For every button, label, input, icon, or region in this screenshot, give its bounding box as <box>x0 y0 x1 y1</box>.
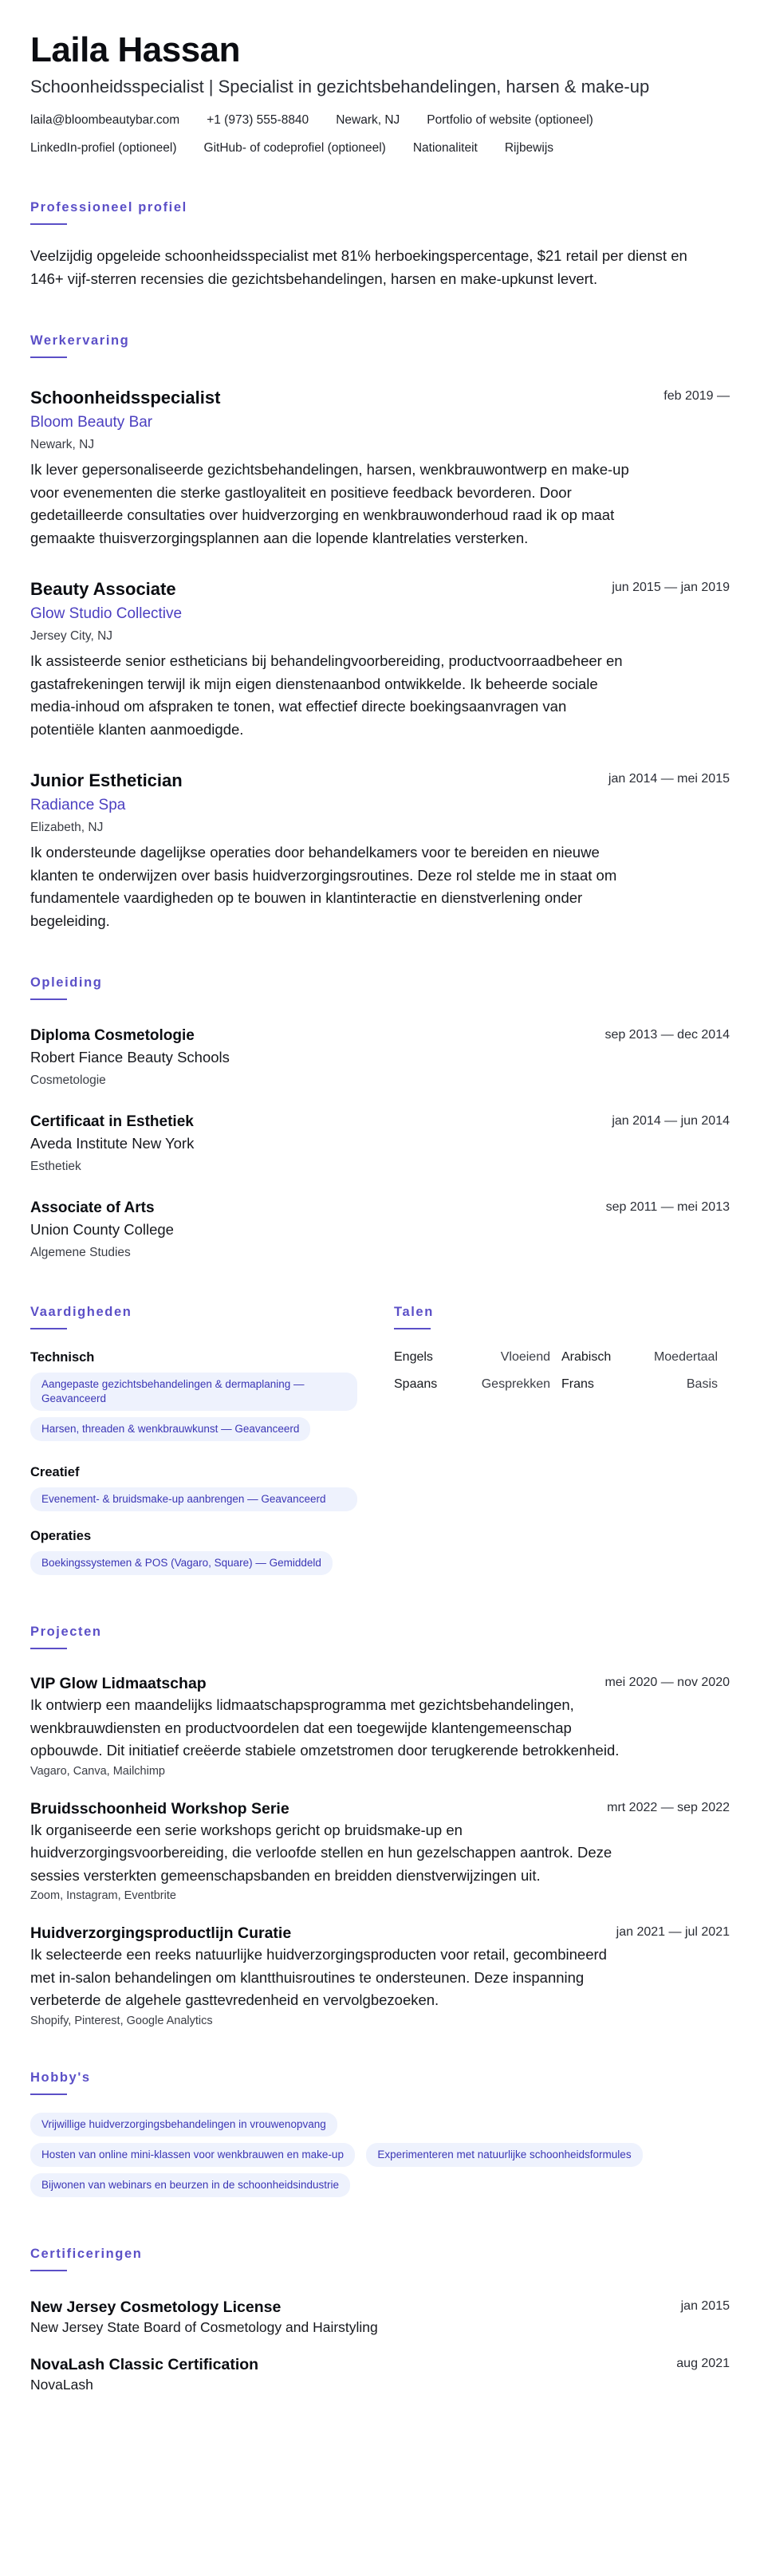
certification-issuer: New Jersey State Board of Cosmetology and Hairstyling <box>30 2318 378 2335</box>
skill-tag: Evenement- & bruidsmake-up aanbrengen — Geavanceerd <box>30 1487 357 1511</box>
job-description: Ik lever gepersonaliseerde gezichtsbehandelingen, harsen, wenkbrauwontwerp en make-up voor evenementen die sterke gastloyaliteit en positieve feedback bevorderen. Door gedetailleerde consultaties over huidverzorging en wenkbrauwonderhoud raad ik op maat gemaakte thuisverzorgingsplannen aan die lopende klantrelaties versterken. <box>30 461 629 546</box>
job-date: jun 2015 — jan 2019 <box>612 581 730 594</box>
contact-location: Newark, NJ <box>336 113 400 127</box>
section-divider <box>30 356 67 358</box>
section-divider <box>30 1328 67 1329</box>
skills-section <box>30 1305 392 1581</box>
skill-group <box>30 1529 392 1581</box>
education-entry <box>30 1112 730 1176</box>
section-divider <box>30 998 67 1000</box>
section-title: Professioneel profiel <box>30 200 187 215</box>
language-name: Engels <box>394 1350 433 1364</box>
contact-github[interactable]: GitHub- of codeprofiel (optioneel) <box>203 141 386 155</box>
section-title: Werkervaring <box>30 333 130 348</box>
job-description: Ik assisteerde senior estheticians bij behandelingvoorbereiding, productvoorraadbeheer en gastafrekeningen terwijl ik mijn eigen dienstenaanbod ontwikkelde. Ik beheerde sociale media-inhoud om afspraken te tonen, wat effectief directe boekingsaanvragen van potentiële klanten aanmoedigde. <box>30 652 623 738</box>
language-name: Frans <box>561 1377 594 1391</box>
section-divider <box>30 2093 67 2095</box>
job-entry <box>30 387 730 549</box>
skill-group-label: Operaties <box>30 1529 92 1543</box>
section-divider <box>30 2270 67 2271</box>
project-date: mei 2020 — nov 2020 <box>604 1676 730 1689</box>
hobbies-section <box>30 2070 730 2204</box>
education-field: Esthetiek <box>30 1160 81 1173</box>
project-tools: Vagaro, Canva, Mailchimp <box>30 1764 165 1778</box>
hobby-tag: Experimenteren met natuurlijke schoonheidsformules <box>366 2143 642 2167</box>
certification-entry <box>30 2354 730 2394</box>
contact-phone[interactable]: +1 (973) 555-8840 <box>207 113 309 127</box>
job-description: Ik ondersteunde dagelijkse operaties door behandelkamers voor te bereiden en nieuwe klanten te onderwijzen over basis huidverzorgingsroutines. Deze rol stelde me in staat om fundamentele vaardigheden op te bouwen in klantinteractie en dienstverlening onder begeleiding. <box>30 844 617 929</box>
education-date: sep 2013 — dec 2014 <box>604 1028 730 1042</box>
job-location: Jersey City, NJ <box>30 629 113 643</box>
language-name: Arabisch <box>561 1350 612 1364</box>
contact-info <box>30 112 730 157</box>
skill-tag: Aangepaste gezichtsbehandelingen & dermaplaning — Geavanceerd <box>30 1373 357 1411</box>
project-description: Ik organiseerde een serie workshops gericht op bruidsmake-up en huidverzorgingsvoorbereiding, die verloofde stellen en hun gezelschappen aantrok. Deze sessies versterkten gemeenschapsbanden en breidden dienstverwijzingen uit. <box>30 1821 612 1884</box>
language-name: Spaans <box>394 1377 438 1391</box>
skill-group-label: Technisch <box>30 1350 95 1365</box>
skill-tag: Boekingssystemen & POS (Vagaro, Square) — Gemiddeld <box>30 1551 333 1575</box>
section-title: Vaardigheden <box>30 1305 132 1319</box>
project-title: Huidverzorgingsproductlijn Curatie <box>30 1924 292 1942</box>
education-entry <box>30 1198 730 1262</box>
skill-group <box>30 1465 392 1511</box>
section-title: Opleiding <box>30 975 103 990</box>
job-company: Radiance Spa <box>30 797 126 813</box>
job-title: Schoonheidsspecialist <box>30 388 221 408</box>
education-school: Union County College <box>30 1221 174 1238</box>
project-date: mrt 2022 — sep 2022 <box>607 1800 730 1814</box>
education-entry <box>30 1026 730 1089</box>
language-level: Gesprekken <box>481 1377 550 1391</box>
section-title: Hobby's <box>30 2070 91 2085</box>
education-field: Algemene Studies <box>30 1246 131 1259</box>
profile-section <box>30 200 730 290</box>
project-title: Bruidsschoonheid Workshop Serie <box>30 1799 289 1818</box>
languages-section <box>394 1305 729 1581</box>
candidate-headline: Schoonheidsspecialist | Specialist in gezichtsbehandelingen, harsen & make-up <box>30 77 650 97</box>
certification-date: jan 2015 <box>680 2298 730 2313</box>
job-entry <box>30 578 730 741</box>
section-title: Certificeringen <box>30 2246 143 2261</box>
contact-nationality: Nationaliteit <box>412 141 478 155</box>
education-degree: Certificaat in Esthetiek <box>30 1113 194 1130</box>
project-entry <box>30 1798 730 1903</box>
projects-section <box>30 1625 730 2027</box>
education-field: Cosmetologie <box>30 1073 106 1087</box>
hobby-tag: Bijwonen van webinars en beurzen in de schoonheidsindustrie <box>30 2173 350 2197</box>
language-level: Moedertaal <box>653 1350 718 1364</box>
certification-date: aug 2021 <box>676 2356 730 2370</box>
skills-languages-row <box>30 1305 730 1581</box>
education-degree: Diploma Cosmetologie <box>30 1027 195 1044</box>
job-location: Newark, NJ <box>30 438 95 451</box>
education-date: jan 2014 — jun 2014 <box>612 1114 730 1128</box>
job-date: feb 2019 — <box>664 389 730 403</box>
language-level: Basis <box>686 1377 718 1391</box>
language-list <box>394 1350 729 1392</box>
job-entry <box>30 770 730 932</box>
contact-linkedin[interactable]: LinkedIn-profiel (optioneel) <box>30 141 177 155</box>
section-divider <box>394 1328 431 1329</box>
project-tools: Shopify, Pinterest, Google Analytics <box>30 2014 213 2027</box>
education-degree: Associate of Arts <box>30 1199 155 1216</box>
project-date: jan 2021 — jul 2021 <box>616 1925 730 1939</box>
contact-portfolio[interactable]: Portfolio of website (optioneel) <box>427 113 593 127</box>
language-level: Vloeiend <box>500 1350 550 1364</box>
skill-group <box>30 1350 392 1448</box>
job-date: jan 2014 — mei 2015 <box>608 772 730 786</box>
education-school: Aveda Institute New York <box>30 1135 195 1152</box>
hobby-list <box>30 2113 730 2204</box>
education-date: sep 2011 — mei 2013 <box>605 1200 730 1214</box>
contact-email[interactable]: laila@bloombeautybar.com <box>30 113 180 127</box>
hobby-tag: Hosten van online mini-klassen voor wenkbrauwen en make-up <box>30 2143 355 2167</box>
job-title: Junior Esthetician <box>30 770 183 790</box>
section-title: Projecten <box>30 1625 102 1639</box>
education-section <box>30 975 730 1262</box>
certification-name: New Jersey Cosmetology License <box>30 2298 282 2316</box>
profile-summary: Veelzijdig opgeleide schoonheidsspecialist met 81% herboekingspercentage, $21 retail per dienst en 146+ vijf-sterren recensies die gezichtsbehandelingen, harsen en make-upkunst levert. <box>30 247 687 287</box>
project-entry <box>30 1923 730 2027</box>
certification-entry <box>30 2297 730 2337</box>
skill-tag: Harsen, threaden & wenkbrauwkunst — Geavanceerd <box>30 1417 310 1441</box>
section-divider <box>30 1648 67 1649</box>
section-title: Talen <box>394 1305 434 1319</box>
project-title: VIP Glow Lidmaatschap <box>30 1675 207 1692</box>
project-description: Ik selecteerde een reeks natuurlijke huidverzorgingsproducten voor retail, gecombineerd met in-salon behandelingen om klantthuisroutines te ondersteunen. Deze inspanning verbeterde de algehele gasttevredenheid en vervolgbezoeken. <box>30 1946 607 2008</box>
resume-header <box>30 30 730 157</box>
job-title: Beauty Associate <box>30 579 176 599</box>
contact-drivers-license: Rijbewijs <box>504 141 554 155</box>
project-tools: Zoom, Instagram, Eventbrite <box>30 1889 176 1902</box>
job-location: Elizabeth, NJ <box>30 821 104 834</box>
project-description: Ik ontwierp een maandelijks lidmaatschapsprogramma met gezichtsbehandelingen, wenkbrauwdiensten en productvoordelen dat een toegewijde klantengemeenschap opbouwde. Dit initiatief creëerde stabiele omzetstromen door terugkerende betrokkenheid. <box>30 1696 620 1759</box>
section-divider <box>30 223 67 225</box>
certifications-section <box>30 2247 730 2394</box>
candidate-name: Laila Hassan <box>30 30 241 69</box>
job-company: Glow Studio Collective <box>30 605 183 622</box>
experience-section <box>30 333 730 932</box>
project-entry <box>30 1673 730 1778</box>
hobby-tag: Vrijwillige huidverzorgingsbehandelingen in vrouwenopvang <box>30 2113 337 2137</box>
skill-group-label: Creatief <box>30 1465 80 1479</box>
education-school: Robert Fiance Beauty Schools <box>30 1049 230 1065</box>
certification-issuer: NovaLash <box>30 2376 93 2393</box>
certification-name: NovaLash Classic Certification <box>30 2355 259 2373</box>
job-company: Bloom Beauty Bar <box>30 414 153 431</box>
